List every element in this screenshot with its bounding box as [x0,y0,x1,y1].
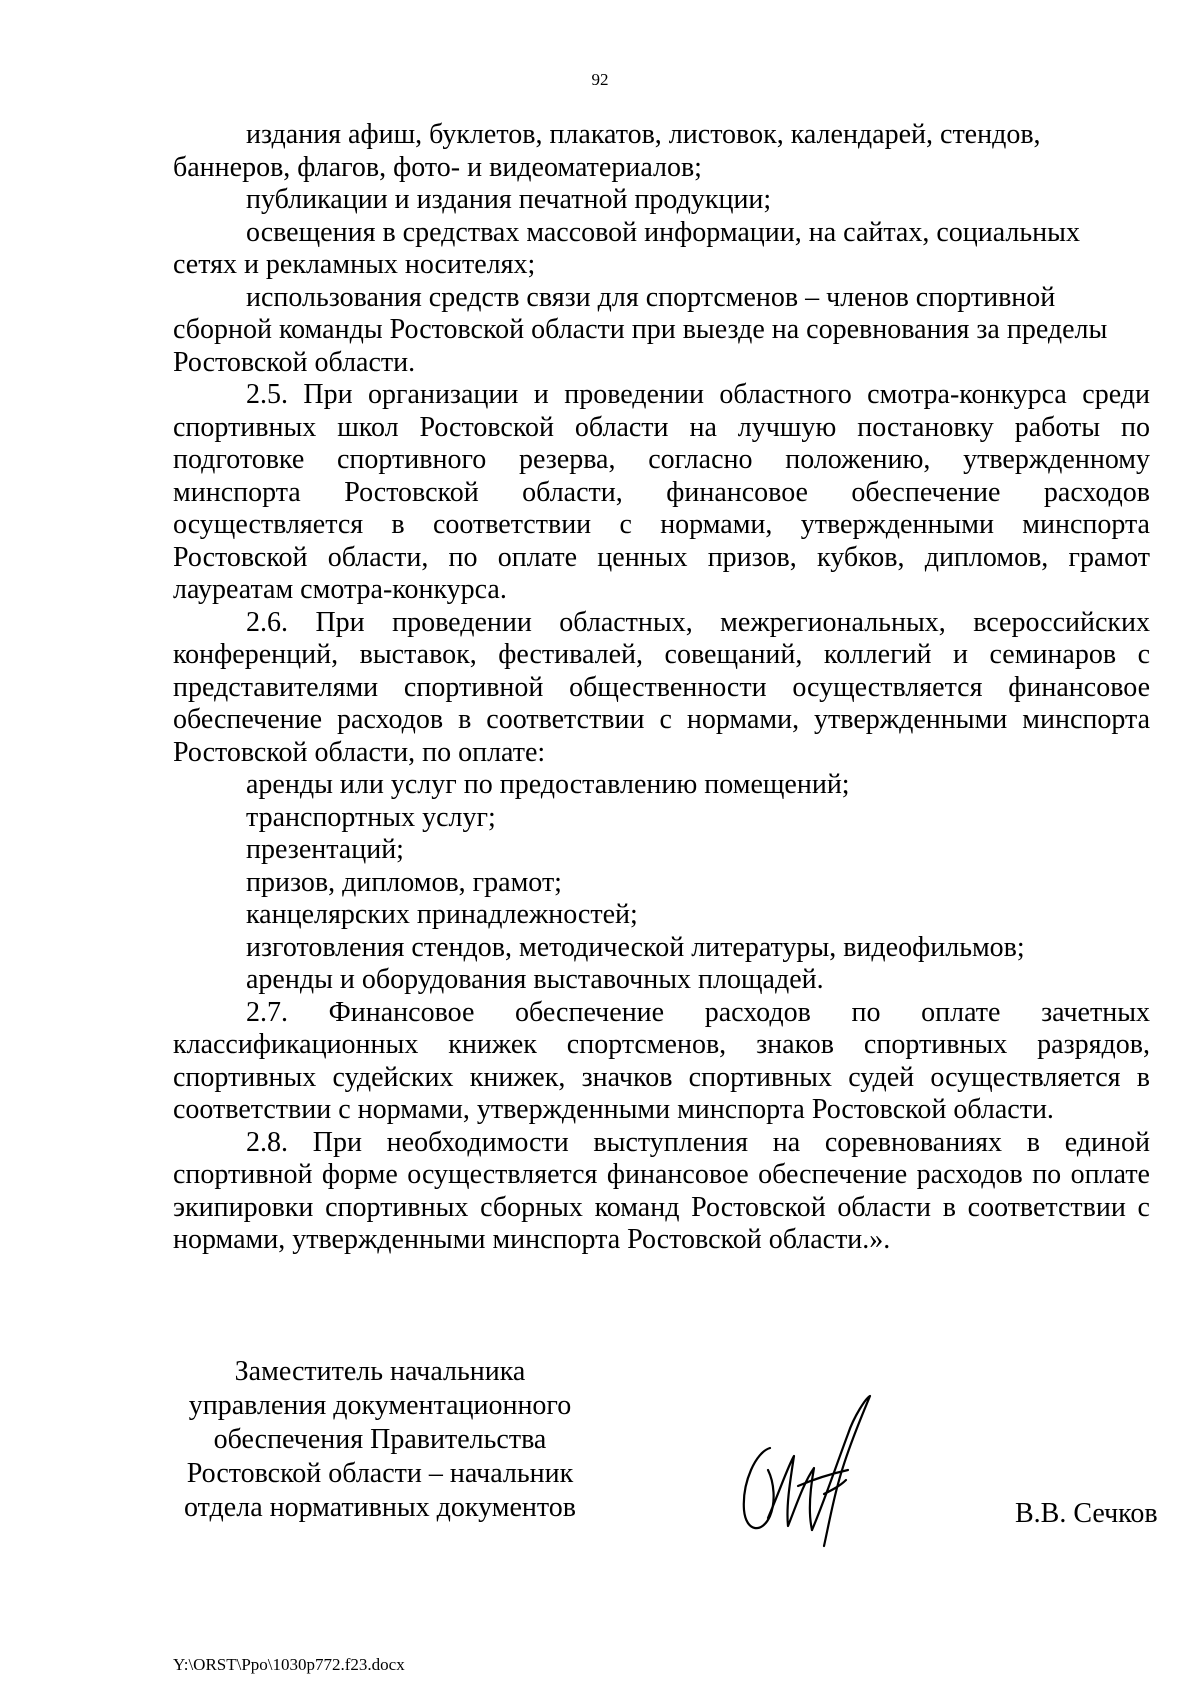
paragraph: презентаций; [246,834,404,865]
signer-name: В.В. Сечков [1015,1498,1158,1529]
signatory-position-line: управления документационного [188,1390,572,1421]
signatory-position-line: Заместитель начальника [234,1356,526,1387]
paragraph: издания афиш, буклетов, плакатов, листовок, календарей, стендов, баннеров, флагов, фото- и видеоматериалов; [173,119,1041,183]
paragraph: 2.7. Финансовое обеспечение расходов по оплате зачетных классификационных книжек спортсменов, знаков спортивных разрядов, спортивных судейских книжек, значков спортивных судей осуществляется в соответствии с нормами, утвержденными минспорта Ростовской области. [173,996,1150,1125]
paragraph: использования средств связи для спортсменов – членов спортивной сборной команды Ростовской области при выезде на соревнования за пределы Ростовской области. [173,281,1108,378]
footer-file-path: Y:\ORST\Ppo\1030p772.f23.docx [173,1655,405,1674]
paragraph: транспортных услуг; [246,801,496,833]
page-number: 92 [591,70,609,89]
signatory-position-line: обеспечения Правительства [213,1424,547,1455]
paragraph: 2.8. При необходимости выступления на соревнованиях в единой спортивной форме осуществляется финансовое обеспечение расходов по оплате экипировки спортивных сборных команд Ростовской области в соответствии с нормами, утвержденными минспорта Ростовской области.». [173,1126,1150,1255]
paragraph: аренды и оборудования выставочных площадей. [246,964,824,995]
signatory-position-line: Ростовской области – начальник [186,1458,574,1489]
paragraph: освещения в средствах массовой информации, на сайтах, социальных сетях и рекламных носителях; [173,216,1080,280]
paragraph: 2.6. При проведении областных, межрегиональных, всероссийских конференций, выставок, фестивалей, совещаний, коллегий и семинаров с представителями спортивной общественности осуществляется финансовое обеспечение расходов в соответствии с нормами, утвержденными минспорта Ростовской области, по оплате: [173,606,1150,768]
paragraph: канцелярских принадлежностей; [246,899,638,930]
paragraph: 2.5. При организации и проведении областного смотра-конкурса среди спортивных школ Ростовской области на лучшую постановку работы по подготовке спортивного резерва, согласно положению, утвержденному минспорта Ростовской области, финансовое обеспечение расходов осуществляется в соответствии с нормами, утвержденными минспорта Ростовской области, по оплате ценных призов, кубков, дипломов, грамот лауреатам смотра-конкурса. [173,379,1150,605]
paragraph: публикации и издания печатной продукции; [246,184,772,215]
signature-stroke [768,1456,814,1530]
handwritten-signature [728,1390,878,1550]
paragraph: изготовления стендов, методической литературы, видеофильмов; [246,931,1025,963]
paragraph: аренды или услуг по предоставлению помещений; [246,769,850,800]
paragraph: призов, дипломов, грамот; [246,866,562,898]
document-body [173,119,1150,1257]
signatory-position-line: отдела нормативных документов [184,1492,576,1523]
signatory-position [170,1355,590,1525]
